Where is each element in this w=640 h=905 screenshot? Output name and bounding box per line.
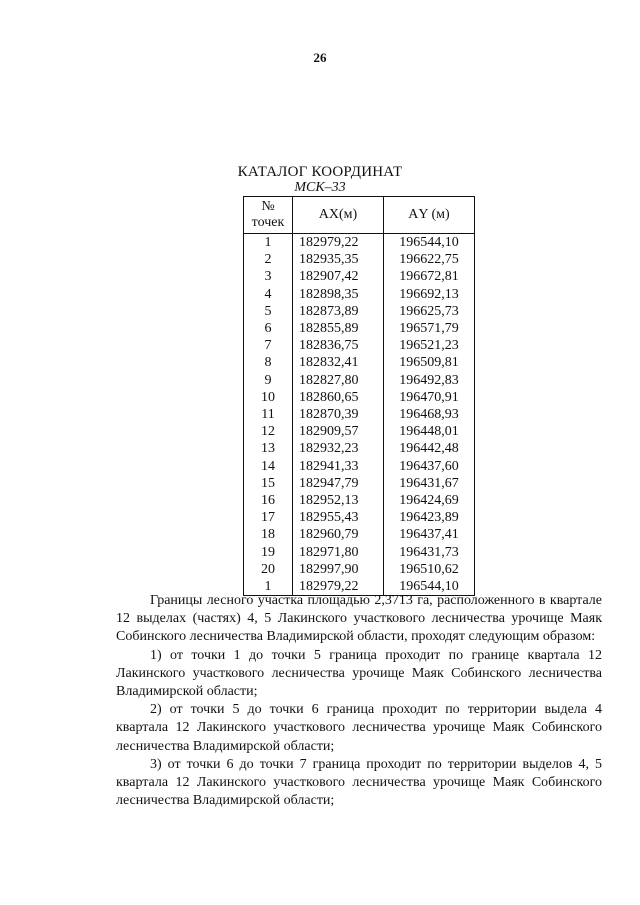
table-row xyxy=(244,509,475,526)
column-header-x: АХ(м) xyxy=(293,197,384,234)
point-number-cell: 1 xyxy=(244,234,293,252)
table-row xyxy=(244,337,475,354)
x-coordinate-cell: 182971,80 xyxy=(293,544,384,561)
x-coordinate-cell: 182952,13 xyxy=(293,492,384,509)
table-row xyxy=(244,320,475,337)
point-number-cell: 17 xyxy=(244,509,293,526)
point-number-cell: 10 xyxy=(244,389,293,406)
table-header-row xyxy=(244,197,475,234)
y-coordinate-cell: 196509,81 xyxy=(384,354,475,371)
point-number-cell: 4 xyxy=(244,286,293,303)
x-coordinate-cell: 182960,79 xyxy=(293,526,384,543)
table-row xyxy=(244,268,475,285)
table-row xyxy=(244,303,475,320)
point-number-cell: 20 xyxy=(244,561,293,578)
point-number-cell: 15 xyxy=(244,475,293,492)
paragraph-segment-5-6: 2) от точки 5 до точки 6 граница проходит по территории выдела 4 квартала 12 Лакинского участкового лесничества урочище Маяк Собинского лесничества Владимирской области; xyxy=(116,702,602,754)
point-number-cell: 3 xyxy=(244,268,293,285)
x-coordinate-cell: 182941,33 xyxy=(293,458,384,475)
x-coordinate-cell: 182832,41 xyxy=(293,354,384,371)
x-coordinate-cell: 182836,75 xyxy=(293,337,384,354)
table-row xyxy=(244,406,475,423)
table-row xyxy=(244,492,475,509)
y-coordinate-cell: 196544,10 xyxy=(384,578,475,596)
y-coordinate-cell: 196571,79 xyxy=(384,320,475,337)
point-number-cell: 5 xyxy=(244,303,293,320)
y-coordinate-cell: 196468,93 xyxy=(384,406,475,423)
y-coordinate-cell: 196672,81 xyxy=(384,268,475,285)
column-header-point-number xyxy=(244,197,293,234)
point-number-cell: 7 xyxy=(244,337,293,354)
point-number-cell: 14 xyxy=(244,458,293,475)
y-coordinate-cell: 196437,60 xyxy=(384,458,475,475)
table-row xyxy=(244,561,475,578)
paragraph-segment-6-7: 3) от точки 6 до точки 7 граница проходит по территории выделов 4, 5 квартала 12 Лакинского участкового лесничества урочище Маяк Собинского лесничества Владимирской области; xyxy=(116,756,602,809)
point-number-cell: 6 xyxy=(244,320,293,337)
point-number-cell: 19 xyxy=(244,544,293,561)
table-row xyxy=(244,354,475,371)
column-header-y: АY (м) xyxy=(384,197,475,234)
x-coordinate-cell: 182979,22 xyxy=(293,578,384,596)
point-number-cell: 13 xyxy=(244,440,293,457)
y-coordinate-cell: 196437,41 xyxy=(384,526,475,543)
point-number-cell: 9 xyxy=(244,372,293,389)
table-row xyxy=(244,544,475,561)
x-coordinate-cell: 182907,42 xyxy=(293,268,384,285)
point-number-cell: 12 xyxy=(244,423,293,440)
y-coordinate-cell: 196431,67 xyxy=(384,475,475,492)
coordinates-table-body xyxy=(244,234,475,596)
y-coordinate-cell: 196544,10 xyxy=(384,234,475,252)
coordinates-table xyxy=(243,196,475,596)
x-coordinate-cell: 182898,35 xyxy=(293,286,384,303)
table-row xyxy=(244,475,475,492)
y-coordinate-cell: 196625,73 xyxy=(384,303,475,320)
y-coordinate-cell: 196424,69 xyxy=(384,492,475,509)
y-coordinate-cell: 196470,91 xyxy=(384,389,475,406)
x-coordinate-cell: 182870,39 xyxy=(293,406,384,423)
y-coordinate-cell: 196521,23 xyxy=(384,337,475,354)
y-coordinate-cell: 196692,13 xyxy=(384,286,475,303)
y-coordinate-cell: 196622,75 xyxy=(384,251,475,268)
table-row xyxy=(244,251,475,268)
y-coordinate-cell: 196448,01 xyxy=(384,423,475,440)
point-number-cell: 16 xyxy=(244,492,293,509)
catalog-title: КАТАЛОГ КООРДИНАТ xyxy=(237,164,403,180)
x-coordinate-cell: 182860,65 xyxy=(293,389,384,406)
point-number-cell: 8 xyxy=(244,354,293,371)
x-coordinate-cell: 182873,89 xyxy=(293,303,384,320)
x-coordinate-cell: 182997,90 xyxy=(293,561,384,578)
x-coordinate-cell: 182855,89 xyxy=(293,320,384,337)
x-coordinate-cell: 182935,35 xyxy=(293,251,384,268)
page-number: 26 xyxy=(313,50,327,65)
point-number-cell: 2 xyxy=(244,251,293,268)
paragraph-segment-1-5: 1) от точки 1 до точки 5 граница проходит по границе квартала 12 Лакинского участкового лесничества урочище Маяк Собинского лесничества Владимирской области; xyxy=(116,647,602,700)
x-coordinate-cell: 182955,43 xyxy=(293,509,384,526)
table-row xyxy=(244,286,475,303)
x-coordinate-cell: 182909,57 xyxy=(293,423,384,440)
x-coordinate-cell: 182932,23 xyxy=(293,440,384,457)
table-row xyxy=(244,423,475,440)
table-row xyxy=(244,458,475,475)
y-coordinate-cell: 196442,48 xyxy=(384,440,475,457)
x-coordinate-cell: 182827,80 xyxy=(293,372,384,389)
x-coordinate-cell: 182979,22 xyxy=(293,234,384,252)
catalog-subtitle: МСК–33 xyxy=(294,180,346,195)
point-number-cell: 1 xyxy=(244,578,293,596)
table-row xyxy=(244,372,475,389)
y-coordinate-cell: 196510,62 xyxy=(384,561,475,578)
table-row xyxy=(244,234,475,252)
y-coordinate-cell: 196431,73 xyxy=(384,544,475,561)
point-number-cell: 11 xyxy=(244,406,293,423)
table-row xyxy=(244,440,475,457)
table-row xyxy=(244,389,475,406)
point-number-cell: 18 xyxy=(244,526,293,543)
point-number-header-label: точек xyxy=(251,215,285,230)
point-number-header-symbol: № xyxy=(261,199,275,214)
table-row xyxy=(244,526,475,543)
paragraph-intro: Границы лесного участка площадью 2,3713 га, расположенного в квартале 12 выделах (частях) 4, 5 Лакинского участкового лесничества урочище Маяк Собинского лесничества Владимирской области, проходят следующим образом: xyxy=(116,593,602,645)
y-coordinate-cell: 196423,89 xyxy=(384,509,475,526)
boundary-description xyxy=(116,592,602,810)
y-coordinate-cell: 196492,83 xyxy=(384,372,475,389)
x-coordinate-cell: 182947,79 xyxy=(293,475,384,492)
